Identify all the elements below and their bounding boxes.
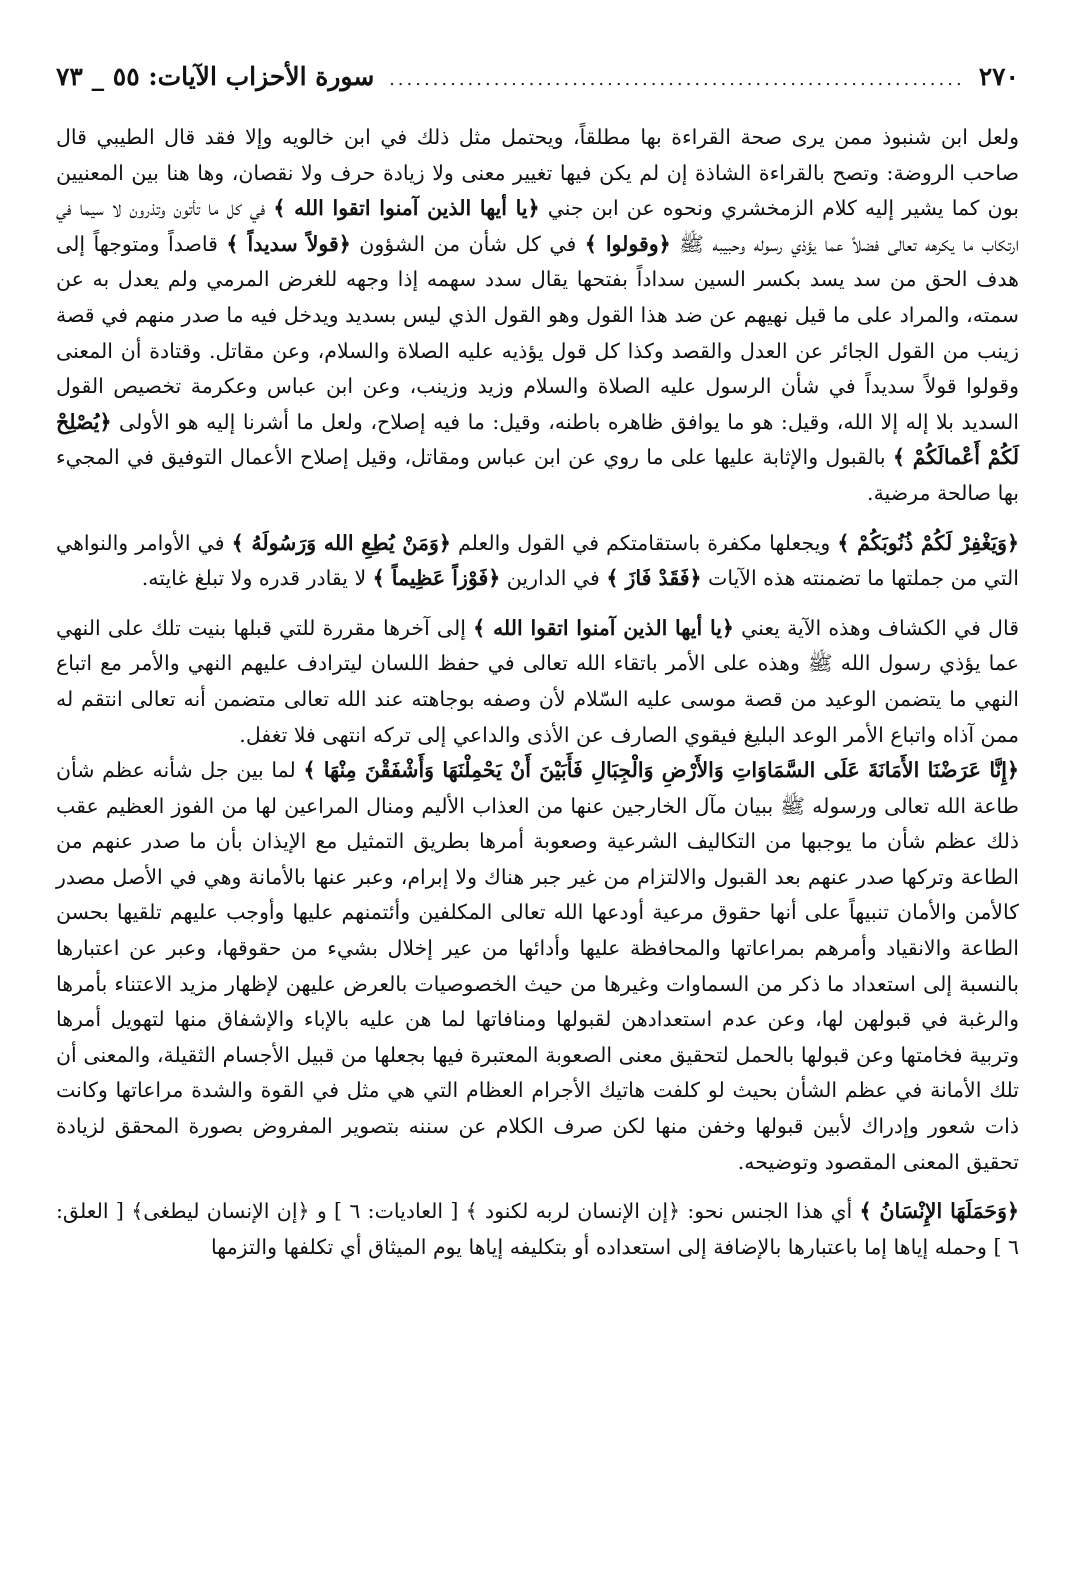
text-segment: أي هذا الجنس نحو: ﴿إن الإنسان لربه لكنود ﴾ [ العاديات: ٦ ] و ﴿إن الإنسان ليطغى﴾ [ العلق: ٦ ] وحمله إياها إما باعتبارها بالإضافة إلى استعداده أو بتكليفه إياها يوم الميثاق أي تكلفها والتزمها [56, 1199, 1019, 1259]
surah-title: سورة الأحزاب الآيات: ٥٥ _ ٧٣ [56, 62, 375, 91]
quran-quote: ﴿يا أيها الذين آمنوا اتقوا الله ﴾ [473, 615, 734, 640]
paragraph-1 [56, 120, 1019, 512]
quran-quote: ﴿إِنَّا عَرَضْنَا الأَمَانَةَ عَلَى السَّمَاوَاتِ وَالأَرْضِ وَالْجِبَالِ فَأَبَيْنَ أَنْ يَحْمِلْنَهَا وَأَشْفَقْنَ مِنْهَا ﴾ [303, 758, 1019, 783]
text-segment: قال في الكشاف وهذه الآية يعني [733, 615, 1019, 640]
paragraph-5 [56, 1194, 1019, 1265]
quran-quote: ﴿وقولوا ﴾ [584, 231, 671, 256]
text-segment: إلى آخرها مقررة للتي قبلها بنيت تلك على النهي عما يؤذي رسول الله ﷺ وهذه على الأمر باتقاء الله تعالى في حفظ اللسان ليترادف عليهم النهي والأمر مع اتباع النهي ما يتضمن الوعيد من قصة موسى عليه السّلام لأن وصفه بوجاهته عند الله تعالى متضمن أنه تعالى انتقم له ممن آذاه واتباع الأمر الوعد البليغ فيقوي الصارف عن الأذى والداعي إلى تركه انتهى فلا تغفل. [56, 615, 1019, 747]
text-segment: ويجعلها مكفرة باستقامتكم في القول والعلم [450, 530, 838, 555]
text-segment: قاصداً ومتوجهاً إلى هدف الحق من سد يسد بكسر السين سداداً بفتحها يقال سدد سهمه إذا وجهه للغرض المرمي ولم يعدل به عن سمته، والمراد على ما قيل نهيهم عن ضد هذا القول وهو القول الذي ليس بسديد ويدخل فيه ما صدر منهم في قصة زينب من القول الجائر عن العدل والقصد وكذا كل قول يؤذيه عليه الصلاة والسلام، وعن مقاتل. وقتادة أن المعنى وقولوا قولاً سديداً في شأن الرسول عليه الصلاة والسلام وزيد وزينب، وعن ابن عباس وعكرمة تخصيص القول السديد بلا إله إلا الله، وقيل: هو ما يوافق ظاهره باطنه، وقيل: ما فيه إصلاح، ولعل ما أشرنا إليه هو الأولى [56, 231, 1019, 434]
quran-quote: ﴿وَمَنْ يُطِعِ الله وَرَسُولَهُ ﴾ [231, 530, 451, 555]
quran-quote: ﴿فَوْزاً عَظِيماً ﴾ [372, 566, 501, 591]
text-segment: في الدارين [500, 566, 607, 591]
text-segment: ولعل ابن شنبوذ ممن يرى صحة القراءة بها مطلقاً، ويحتمل مثل ذلك في ابن خالويه وإلا فقد قال الطيبي قال صاحب الروضة: وتصح بالقراءة الشاذة إن لم يكن فيها تغيير معنى ولا زيادة حرف ولا نقصان، وها هنا بين المعنيين بون كما يشير إليه كلام الزمخشري ونحوه عن ابن جني [56, 125, 1019, 221]
paragraph-4 [56, 753, 1019, 1180]
page-number: ٢٧٠ [978, 62, 1019, 91]
quran-quote: ﴿قولاً سديداً ﴾ [226, 231, 351, 256]
text-segment: في كل شأن من الشؤون [350, 231, 585, 256]
paragraph-gap [56, 512, 1019, 526]
paragraph-2 [56, 526, 1019, 597]
quran-quote: ﴿يُصْلِحْ لَكُمْ أَعْمالَكُمْ ﴾ [56, 409, 1020, 470]
quran-quote: ﴿وَحَمَلَهَا الإِنْسَانُ ﴾ [859, 1199, 1019, 1224]
leader-dots [386, 69, 964, 90]
text-segment: لما بين جل شأنه عظم شأن طاعة الله تعالى ورسوله ﷺ ببيان مآل الخارجين عنها من العذاب الأليم ومنال المراعين لها من الفوز العظيم عقب ذلك عظم شأن ما يوجبها من التكاليف الشرعية وصعوبة أمرها بطريق التمثيل مع الإيذان بأن ما صدر عنهم من الطاعة وتركها صدر عنهم بعد القبول والالتزام من غير جبر هناك ولا إبرام، وعبر عنها بالأمانة وهي في الأصل مصدر كالأمن والأمان تنبيهاً على أنها حقوق مرعية أودعها الله تعالى المكلفين وأئتمنهم عليها وأوجب عليهم تلقيها بحسن الطاعة والانقياد وأمرهم بمراعاتها والمحافظة عليها وأدائها من عير إخلال بشيء من حقوقها، وعبر عن اعتبارها بالنسبة إلى استعداد ما ذكر من السماوات وغيرها من حيث الخصوصيات بالعرض عليهن لإظهار مزيد الاعتناء بأمرها والرغبة في قبولهن لها، وعن عدم استعدادهن لقبولها ومنافاتها لما هن عليه بالإباء والإشفاق منها لتهويل أمرها وتربية فخامتها وعن قبولها بالحمل لتحقيق معنى الصعوبة المعتبرة فيها بجعلها من قبيل الأجسام الثقيلة، والمعنى أن تلك الأمانة في عظم الشأن بحيث لو كلفت هاتيك الأجرام العظام التي هي مثل في القوة والشدة مراعاتها وكانت ذات شعور وإدراك لأبين قبولها وخفن منها لكن صرف الكلام عن سننه بتصوير المفروض بصورة المحقق لزيادة تحقيق المعنى المقصود وتوضيحه. [56, 758, 1019, 1174]
quran-quote: ﴿يا أيها الذين آمنوا اتقوا الله ﴾ [273, 196, 540, 221]
paragraph-gap [56, 597, 1019, 611]
text-segment: لا يقادر قدره ولا تبلغ غايته. [141, 566, 373, 591]
text-segment: في كل ما تأتون وتذرون لا سيما في ارتكاب ما يكرهه تعالى فضلاً عما يؤذي رسوله وحبيبه ﷺ [56, 196, 1020, 256]
running-header [56, 62, 1019, 106]
quran-quote: ﴿فَقَدْ فَازَ ﴾ [606, 566, 702, 591]
paragraph-3 [56, 611, 1019, 753]
text-segment: في الأوامر والنواهي التي من جملتها ما تضمنته هذه الآيات [56, 530, 1019, 591]
paragraph-gap [56, 1180, 1019, 1194]
quran-quote: ﴿وَيَغْفِرْ لَكُمْ ذُنُوبَكُمْ ﴾ [837, 530, 1020, 555]
text-segment: بالقبول والإثابة عليها على ما روي عن ابن عباس ومقاتل، وقيل إصلاح الأعمال التوفيق في المجيء بها صالحة مرضية. [56, 445, 1019, 505]
